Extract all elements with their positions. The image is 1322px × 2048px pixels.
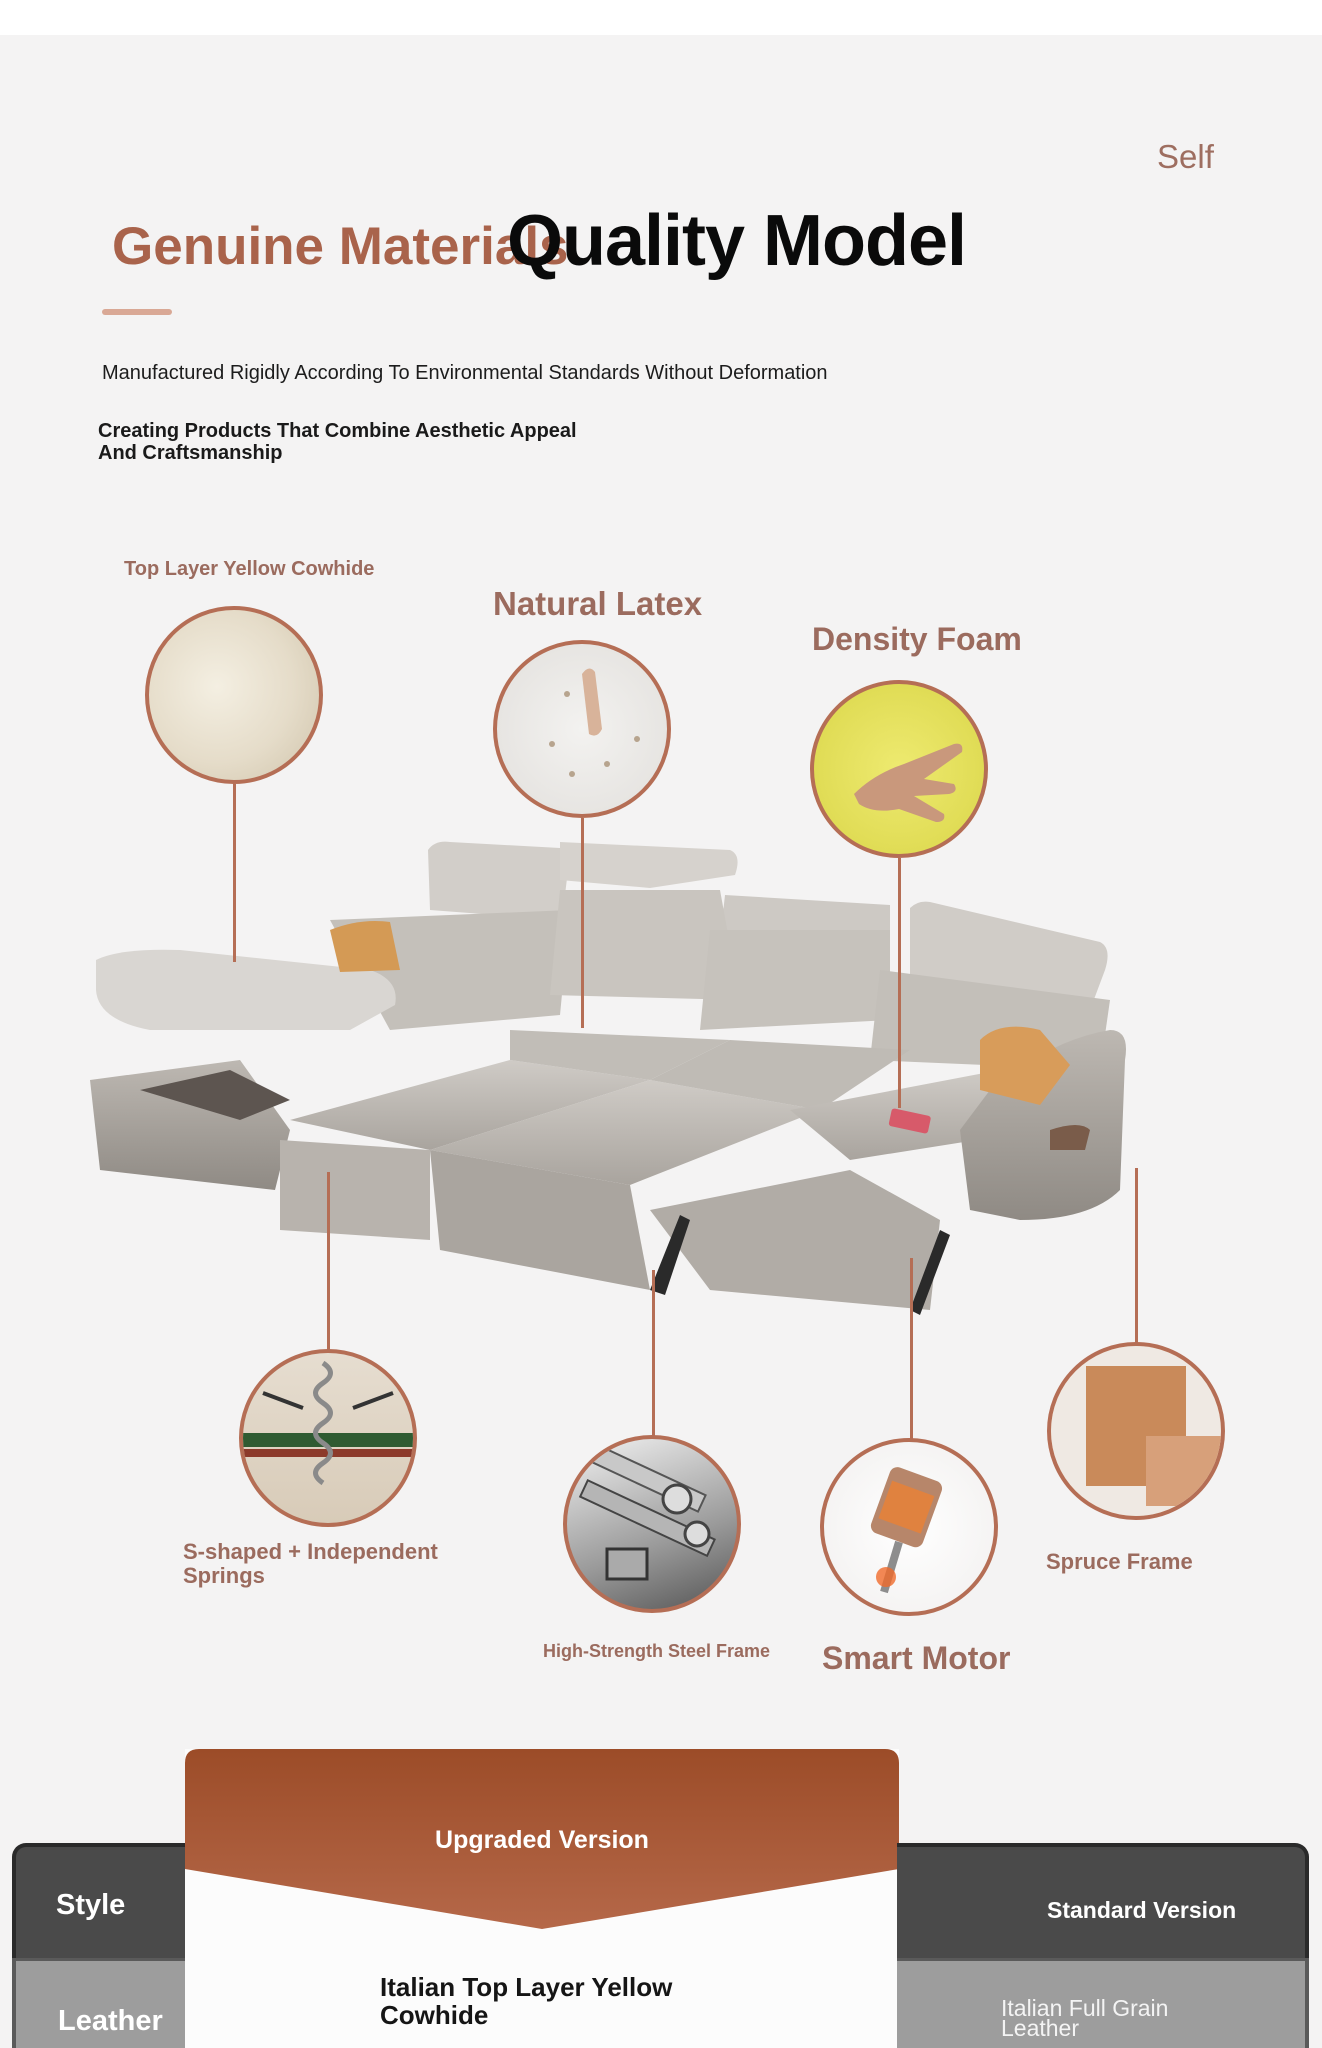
label-springs-line-2: Springs [183, 1563, 265, 1588]
standard-leather-line-2: Leather [1001, 2015, 1080, 2041]
comparison-label-column [12, 1843, 187, 2048]
leader-line-cowhide [233, 784, 236, 962]
standard-version-header-cell [897, 1843, 1309, 1958]
cowhide-image [145, 606, 323, 784]
label-steel-frame: High-Strength Steel Frame [543, 1641, 771, 1661]
upgraded-version-title: Upgraded Version [435, 1826, 649, 1854]
motor-graphic [824, 1442, 994, 1612]
genuine-materials-heading: Genuine Materials [112, 217, 569, 276]
label-smart-motor: Smart Motor [822, 1640, 1011, 1676]
sofa-image [90, 830, 1200, 1350]
leather-label: Leather [58, 2005, 163, 2037]
foam-image [810, 680, 988, 858]
self-label: Self [1157, 138, 1214, 175]
latex-image [493, 640, 671, 818]
upgraded-leather-line-2: Cowhide [380, 2000, 489, 2030]
label-spruce-frame: Spruce Frame [1046, 1549, 1193, 1574]
standard-leather-value [897, 1961, 1305, 2041]
springs-image [239, 1349, 417, 1527]
style-label: Style [56, 1889, 126, 1921]
label-springs-line-1: S-shaped + Independent [183, 1539, 438, 1564]
label-natural-latex: Natural Latex [493, 585, 703, 622]
subtitle: Manufactured Rigidly According To Environmental Standards Without Deformation [102, 362, 828, 384]
standard-leather-cell [897, 1958, 1309, 2048]
steel-tubes-graphic [567, 1439, 737, 1609]
leader-line-springs [327, 1172, 330, 1350]
upgraded-leather-value [380, 1973, 672, 2029]
spruce-image [1047, 1342, 1225, 1520]
leader-line-steel [652, 1270, 655, 1436]
upgraded-version-column [185, 1749, 899, 2048]
springs-graphic [243, 1353, 413, 1523]
style-cell [12, 1843, 187, 1958]
tagline-line-2: And Craftsmanship [98, 442, 283, 464]
label-density-foam: Density Foam [812, 621, 1022, 657]
leader-line-motor [910, 1258, 913, 1440]
leader-line-foam [898, 858, 901, 1108]
label-springs [183, 1540, 438, 1588]
latex-dots [497, 644, 667, 814]
upgraded-leather-line-1: Italian Top Layer Yellow [380, 1972, 673, 2002]
leader-line-latex [581, 818, 584, 1028]
standard-leather-line-1: Italian Full Grain [1001, 1995, 1169, 2021]
tagline [98, 420, 618, 464]
leader-line-spruce [1135, 1168, 1138, 1344]
hand-icon [814, 684, 984, 854]
wood-blocks-graphic [1051, 1346, 1221, 1516]
title-underline [102, 309, 172, 315]
standard-version-title: Standard Version [1047, 1897, 1237, 1923]
standard-version-column [897, 1843, 1309, 2048]
leather-cell [12, 1958, 187, 2048]
steel-image [563, 1435, 741, 1613]
tagline-line-1: Creating Products That Combine Aesthetic Appeal [98, 420, 577, 442]
motor-image [820, 1438, 998, 1616]
page-title: Quality Model [507, 201, 967, 281]
label-cowhide: Top Layer Yellow Cowhide [124, 558, 375, 580]
